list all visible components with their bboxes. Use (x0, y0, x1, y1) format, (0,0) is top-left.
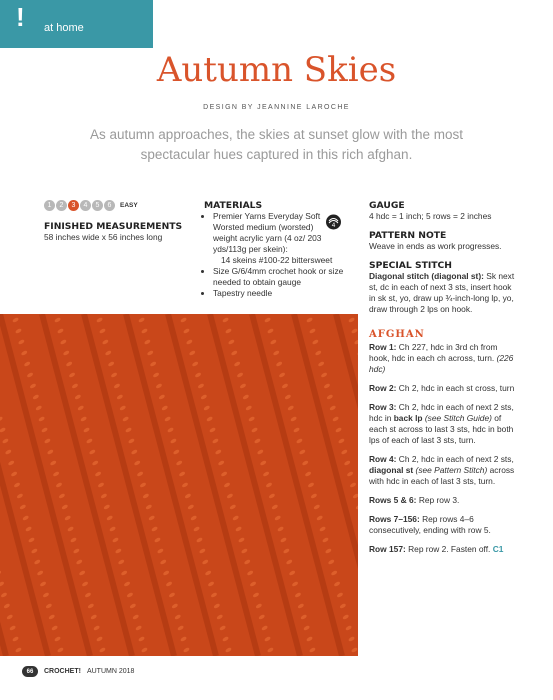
afghan-photo (0, 314, 358, 656)
skill-level-5: 5 (92, 200, 103, 211)
instruction-row-4: Row 4: Ch 2, hdc in each of next 2 sts, diagonal st (see Pattern Stitch) across with hdc in each of last 3 sts, turn. (369, 454, 515, 486)
gauge-text: 4 hdc = 1 inch; 5 rows = 2 inches (369, 211, 492, 221)
yarn-weight-4-icon (325, 213, 342, 230)
right-column (369, 200, 519, 555)
svg-text:4: 4 (331, 222, 336, 229)
skill-level (44, 200, 194, 211)
page-footer (22, 666, 134, 677)
finished-text: 58 inches wide x 56 inches long (44, 232, 163, 242)
page-number: 66 (22, 666, 38, 677)
materials-item: • Tapestry needle (213, 288, 344, 299)
end-mark: C1 (492, 544, 504, 554)
magazine-name: CROCHET! (44, 668, 81, 675)
special-text: Diagonal stitch (diagonal st): Sk next st, dc in each of next 3 sts, insert hook in sk st, yo, draw up ¾-inch-long lp, yo, draw through 2 lps on hook. (369, 271, 515, 314)
page-title: Autumn Skies (156, 50, 397, 90)
instruction-rows-5-6: Rows 5 & 6: Rep row 3. (369, 495, 460, 505)
skill-label: EASY (120, 202, 138, 209)
skill-level-3: 3 (68, 200, 79, 211)
materials-subitem: 14 skeins #100-22 bittersweet (221, 255, 333, 265)
materials-column (204, 200, 344, 299)
skill-level-4: 4 (80, 200, 91, 211)
skill-level-1: 1 (44, 200, 55, 211)
instruction-row-2: Row 2: Ch 2, hdc in each st cross, turn (369, 383, 515, 393)
issue-label: AUTUMN 2018 (86, 668, 135, 675)
materials-list (204, 211, 344, 299)
note-heading: PATTERN NOTE (369, 230, 447, 241)
section-mark: ! (16, 2, 25, 32)
afghan-photo-image (0, 314, 358, 656)
gauge-heading: GAUGE (369, 200, 405, 211)
finished-heading: FINISHED MEASUREMENTS (44, 221, 183, 232)
materials-item: • Premier Yarns Everyday Soft Worsted medium (worsted) weight acrylic yarn (4 oz/ 203 yds/113g per skein): 14 skeins #100-22 bittersweet (213, 211, 344, 266)
skill-level-6: 6 (104, 200, 115, 211)
note-text: Weave in ends as work progresses. (369, 241, 502, 251)
afghan-heading: AFGHAN (369, 329, 425, 340)
left-column (44, 200, 194, 243)
designer-byline: DESIGN BY JEANNINE LAROCHE (203, 104, 350, 111)
instruction-rows-7-156: Rows 7–156: Rep rows 4–6 consecutively, ending with row 5. (369, 514, 491, 535)
special-heading: SPECIAL STITCH (369, 260, 452, 271)
instruction-row-1: Row 1: Ch 227, hdc in 3rd ch from hook, hdc in each ch across, turn. (226 hdc) (369, 342, 514, 374)
instruction-row-3: Row 3: Ch 2, hdc in each of next 2 sts, hdc in back lp (see Stitch Guide) of each st across to last 3 sts, hdc in both lps of each of last 3 sts, turn. (369, 402, 514, 445)
section-label: at home (44, 22, 84, 34)
skill-level-2: 2 (56, 200, 67, 211)
intro-text: As autumn approaches, the skies at sunset glow with the most spectacular hues captured in this rich afghan. (90, 127, 463, 162)
materials-heading: MATERIALS (204, 200, 263, 211)
section-tab (0, 0, 153, 48)
instruction-row-157: Row 157: Rep row 2. Fasten off. C1 (369, 544, 504, 554)
materials-item: • Size G/6/4mm crochet hook or size needed to obtain gauge (213, 266, 344, 288)
